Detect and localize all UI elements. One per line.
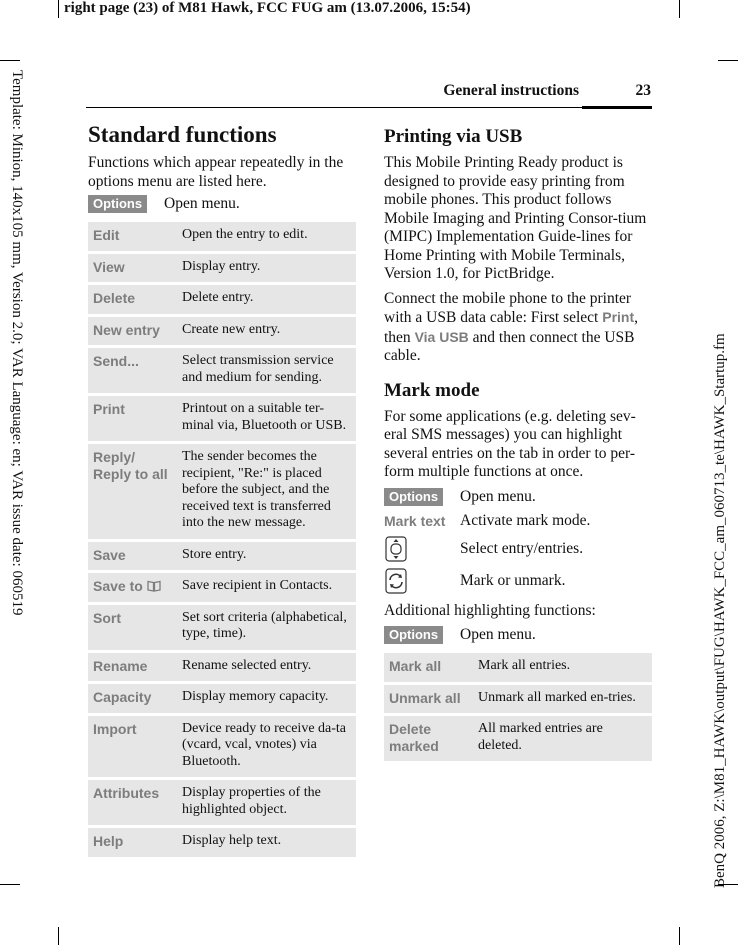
table-row bbox=[88, 605, 356, 650]
table-row bbox=[88, 542, 356, 571]
function-name: Mark all bbox=[384, 653, 473, 682]
usb-text: and then connect the USB cable. bbox=[384, 328, 635, 364]
crop-mark bbox=[0, 60, 20, 61]
additional-functions-text: Additional highlighting functions: bbox=[384, 601, 596, 619]
table-row bbox=[88, 222, 356, 251]
crop-mark bbox=[58, 0, 59, 18]
options-softkey: Options bbox=[384, 488, 443, 506]
function-name: View bbox=[88, 254, 177, 283]
running-header bbox=[88, 82, 651, 104]
function-desc: Unmark all marked en-tries. bbox=[473, 685, 652, 714]
function-desc: All marked entries are deleted. bbox=[473, 716, 652, 761]
table-row bbox=[384, 685, 652, 714]
header-rule-thick bbox=[582, 106, 652, 109]
table-row bbox=[88, 348, 356, 393]
function-name: Sort bbox=[88, 605, 177, 650]
function-desc: Display help text. bbox=[177, 828, 356, 857]
function-desc: Display properties of the highlighted object. bbox=[177, 780, 356, 825]
function-name: Attributes bbox=[88, 780, 177, 825]
mark-mode-paragraph: For some applications (e.g. deleting sev-eral SMS messages) you can highlight several entries on the tab in order to per-form multiple functions at once. bbox=[384, 407, 636, 480]
print-header bbox=[64, 0, 471, 17]
function-name: Capacity bbox=[88, 684, 177, 713]
page-number: 23 bbox=[635, 82, 651, 99]
select-entry-row bbox=[384, 536, 652, 562]
function-name: Save bbox=[88, 542, 177, 571]
via-usb-ui-label: Via USB bbox=[414, 328, 469, 345]
function-desc: Save recipient in Contacts. bbox=[177, 573, 356, 602]
crop-mark bbox=[58, 927, 59, 945]
function-name: Import bbox=[88, 716, 177, 778]
options-desc: Open menu. bbox=[460, 626, 536, 643]
function-desc: The sender becomes the recipient, "Re:" is placed before the subject, and the received text is transferred into the new message. bbox=[177, 444, 356, 539]
options-row bbox=[88, 195, 356, 213]
side-right-file-path bbox=[712, 258, 732, 888]
centre-key-icon bbox=[384, 568, 408, 594]
mark-text-desc: Activate mark mode. bbox=[460, 511, 591, 529]
side-right-text: BenQ 2006, Z:\M81_HAWK\output\FUG\HAWK_FCC_am_060713_te\HAWK_Startup.fm bbox=[712, 333, 728, 888]
usb-paragraph-2 bbox=[384, 290, 652, 366]
mark-unmark-desc: Mark or unmark. bbox=[460, 571, 566, 589]
function-desc: Device ready to receive da-ta (vcard, vcal, vnotes) via Bluetooth. bbox=[177, 716, 356, 778]
additional-options-row bbox=[384, 626, 652, 644]
function-desc: Create new entry. bbox=[177, 317, 356, 346]
function-name: Send... bbox=[88, 348, 177, 393]
function-desc: Store entry. bbox=[177, 542, 356, 571]
table-row bbox=[384, 653, 652, 682]
function-desc: Select transmission service and medium for sending. bbox=[177, 348, 356, 393]
left-column bbox=[88, 122, 356, 860]
function-name: Delete marked bbox=[384, 716, 473, 761]
options-softkey: Options bbox=[88, 195, 147, 213]
intro-paragraph: Functions which appear repeatedly in the options menu are listed here. bbox=[88, 154, 344, 190]
print-header-prefix: right page (23) bbox=[64, 0, 159, 16]
function-desc: Printout on a suitable ter-minal via, Bluetooth or USB. bbox=[177, 396, 356, 441]
function-name: Help bbox=[88, 828, 177, 857]
function-desc: Delete entry. bbox=[177, 285, 356, 314]
mark-functions-table bbox=[384, 650, 652, 764]
table-row bbox=[88, 444, 356, 539]
right-column bbox=[384, 126, 652, 764]
standard-functions-table bbox=[88, 219, 356, 860]
table-row bbox=[88, 317, 356, 346]
function-name-text: Save to bbox=[93, 578, 143, 594]
select-entry-desc: Select entry/entries. bbox=[460, 539, 584, 557]
options-softkey: Options bbox=[384, 626, 443, 644]
function-name: Unmark all bbox=[384, 685, 473, 714]
table-row bbox=[88, 573, 356, 602]
print-ui-label: Print bbox=[602, 309, 635, 325]
function-desc: Display memory capacity. bbox=[177, 684, 356, 713]
mark-text-label: Mark text bbox=[384, 512, 446, 529]
function-desc: Open the entry to edit. bbox=[177, 222, 356, 251]
crop-mark bbox=[679, 927, 680, 945]
table-row bbox=[88, 396, 356, 441]
function-name: Print bbox=[88, 396, 177, 441]
table-row bbox=[384, 716, 652, 761]
table-row bbox=[88, 684, 356, 713]
side-left-template-info bbox=[7, 70, 27, 690]
section-heading-printing-via-usb: Printing via USB bbox=[384, 126, 523, 147]
options-desc: Open menu. bbox=[460, 487, 536, 505]
function-desc: Set sort criteria (alphabetical, type, time). bbox=[177, 605, 356, 650]
crop-mark bbox=[718, 60, 738, 61]
function-name bbox=[88, 573, 177, 602]
crop-mark bbox=[679, 0, 680, 18]
section-heading-standard-functions: Standard functions bbox=[88, 122, 277, 147]
table-row bbox=[88, 254, 356, 283]
print-header-rest: of M81 Hawk, FCC FUG am (13.07.2006, 15:54) bbox=[158, 0, 471, 16]
function-desc: Rename selected entry. bbox=[177, 653, 356, 682]
function-name: Delete bbox=[88, 285, 177, 314]
navigation-key-icon bbox=[384, 536, 408, 562]
table-row bbox=[88, 828, 356, 857]
table-row bbox=[88, 653, 356, 682]
section-heading-mark-mode: Mark mode bbox=[384, 379, 480, 401]
table-row bbox=[88, 780, 356, 825]
usb-text: , then bbox=[384, 309, 639, 346]
crop-mark bbox=[0, 884, 20, 885]
mark-unmark-row bbox=[384, 568, 652, 594]
function-name: Rename bbox=[88, 653, 177, 682]
function-name: New entry bbox=[88, 317, 177, 346]
header-rule bbox=[86, 107, 582, 108]
table-row bbox=[88, 285, 356, 314]
function-desc: Display entry. bbox=[177, 254, 356, 283]
mark-text-row bbox=[384, 512, 652, 530]
usb-paragraph-1: This Mobile Printing Ready product is designed to provide easy printing from mobile phones. This product follows Mobile Imaging and Printing Consor-tium (MIPC) Implementation Guide-lines for Home Printing with Mobile Terminals, Version 1.0, for PictBridge. bbox=[384, 154, 647, 282]
running-header-title: General instructions bbox=[443, 82, 579, 99]
side-left-text: Template: Minion, 140x105 mm, Version 2.0; VAR Language: en; VAR issue date: 060519 bbox=[9, 70, 25, 616]
function-desc: Mark all entries. bbox=[473, 653, 652, 682]
usb-text: Connect the mobile phone to the printer with a USB data cable: First select bbox=[384, 289, 632, 326]
mark-options-row bbox=[384, 488, 652, 506]
function-name: Edit bbox=[88, 222, 177, 251]
contacts-book-icon bbox=[147, 580, 161, 592]
options-desc: Open menu. bbox=[164, 195, 240, 212]
table-row bbox=[88, 716, 356, 778]
function-name: Reply/ Reply to all bbox=[88, 444, 177, 539]
